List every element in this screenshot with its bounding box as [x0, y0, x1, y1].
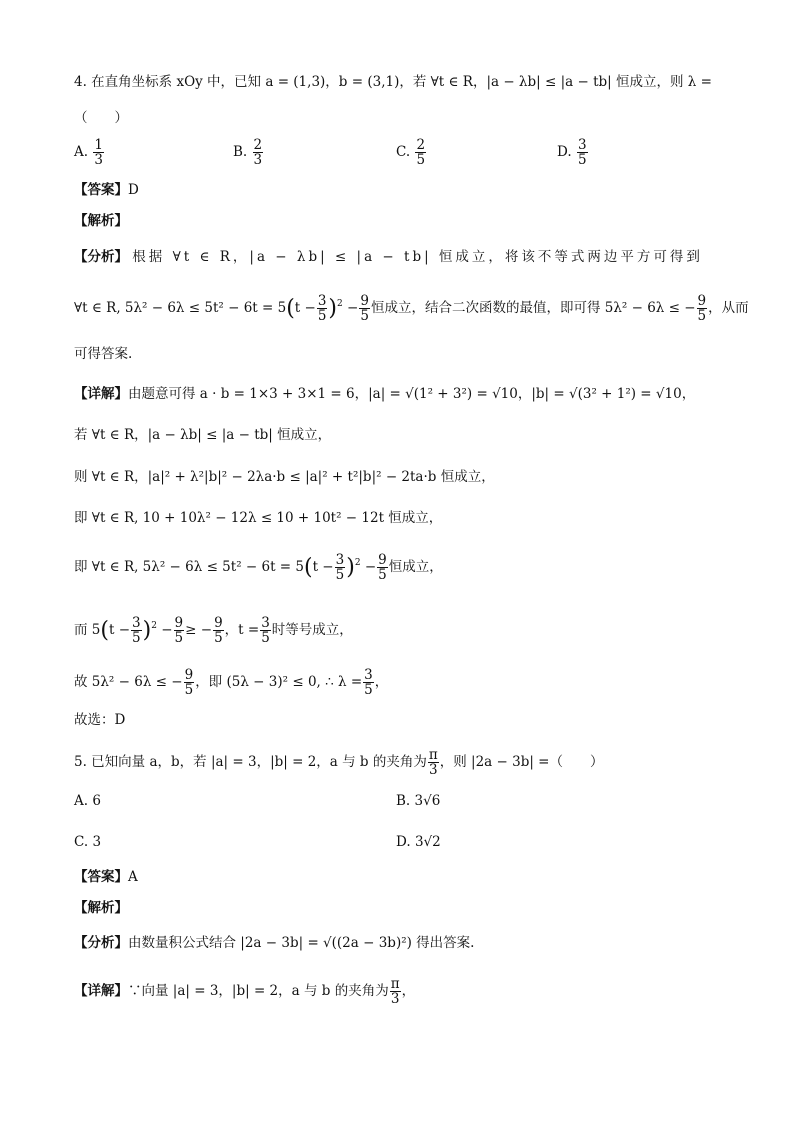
- fraction: $\frac{3}{5}$: [317, 293, 327, 325]
- option-label: C.: [396, 144, 411, 161]
- answer-tag: 【答案】: [74, 869, 128, 885]
- q5-option-d: [396, 834, 441, 850]
- stem-text: ，则 |2a − 3b| =（ ）: [439, 754, 604, 771]
- option-fraction: $\frac{2}{5}$: [416, 137, 426, 169]
- fraction: $\frac{\pi}{3}$: [428, 747, 438, 779]
- option-label: A.: [74, 793, 89, 809]
- detail-tag: 【详解】: [74, 386, 128, 402]
- q5-option-c: [74, 834, 101, 850]
- q4-option-c: [396, 138, 427, 167]
- q4-analysis-line1: [74, 251, 720, 265]
- option-fraction: $\frac{3}{5}$: [577, 137, 587, 169]
- analysis-formula: ∀t ∈ R, 5λ² − 6λ ≤ 5t² − 6t = 5: [74, 300, 287, 317]
- option-text: 3: [92, 834, 102, 850]
- q5-analysis-tag: 【解析】: [74, 900, 128, 916]
- q4-analysis-tag: 【解析】: [74, 213, 128, 229]
- q4-option-d: [557, 138, 589, 167]
- q4-detail2: 若 ∀t ∈ R，|a − λb| ≤ |a − tb| 恒成立，: [74, 427, 332, 443]
- answer-value: D: [128, 182, 139, 198]
- detail-text: ，t =: [224, 622, 260, 639]
- option-text: 3√6: [414, 793, 441, 809]
- option-label: C.: [74, 834, 89, 850]
- q4-detail4: 即 ∀t ∈ R, 10 + 10λ² − 12λ ≤ 10 + 10t² − 12t 恒成立，: [74, 510, 443, 526]
- detail-text: ∵向量 |a| = 3，|b| = 2，a 与 b 的夹角为: [128, 983, 389, 1000]
- q5-answer: [74, 871, 138, 885]
- q4-paren: （ ）: [74, 110, 128, 126]
- option-fraction: $\frac{2}{3}$: [253, 137, 263, 169]
- q4-option-a: [74, 138, 105, 167]
- analysis-text: 根据 ∀t ∈ R，|a − λb| ≤ |a − tb| 恒成立，将该不等式两边平方可得到: [132, 249, 703, 265]
- q4-detail5: 即 ∀t ∈ R, 5λ² − 6λ ≤ 5t² − 6t = 5(t − $\frac{3}{5}$ )$^2$ − $\frac{9}{5}$ 恒成立，: [74, 552, 443, 584]
- option-label: A.: [74, 144, 89, 161]
- answer-tag: 【答案】: [74, 182, 128, 198]
- q4-detail3: 则 ∀t ∈ R，|a|² + λ²|b|² − 2λa·b ≤ |a|² + t²|b|² − 2ta·b 恒成立，: [74, 469, 495, 485]
- detail-text: ，即 (5λ − 3)² ≤ 0, ∴ λ =: [195, 674, 363, 691]
- option-label: B.: [233, 144, 248, 161]
- fraction: $\frac{9}{5}$: [174, 615, 184, 647]
- q4-detail1: [74, 388, 695, 402]
- fraction: $\frac{9}{5}$: [378, 552, 387, 584]
- q4-analysis-line3: 可得答案.: [74, 346, 133, 362]
- q4-conclusion: 故选：D: [74, 712, 126, 728]
- fraction: $\frac{3}{5}$: [335, 552, 345, 584]
- q4-analysis-line2: ∀t ∈ R, 5λ² − 6λ ≤ 5t² − 6t = 5(t − $\frac{3}{5}$ )$^2$ − $\frac{9}{5}$ 恒成立，结合二次函数的最值，即可得 5λ² − 6λ ≤ − $\frac{9}{5}$ ，从而: [74, 293, 749, 325]
- q4-stem: 4. 在直角坐标系 xOy 中，已知 a = (1,3)，b = (3,1)，若 ∀t ∈ R，|a − λb| ≤ |a − tb| 恒成立，则 λ =: [74, 74, 712, 90]
- detail-formula: 即 ∀t ∈ R, 5λ² − 6λ ≤ 5t² − 6t = 5: [74, 559, 304, 576]
- q4-answer: [74, 184, 139, 198]
- detail-text: ，: [374, 674, 389, 691]
- detail-formula: 故 5λ² − 6λ ≤ −: [74, 674, 183, 691]
- detail-text: 由题意可得 a · b = 1×3 + 3×1 = 6，|a| = √(1² + 3²) = √10，|b| = √(3² + 1²) = √10，: [128, 386, 696, 402]
- option-text: 6: [92, 793, 101, 809]
- fraction: $\frac{9}{5}$: [697, 293, 707, 325]
- q5-analysis-line: [74, 937, 474, 951]
- q4-detail6: 而 5(t − $\frac{3}{5}$ )$^2$ − $\frac{9}{5}$ ≥ − $\frac{9}{5}$ ，t = $\frac{3}{5}$ 时等号成立，: [74, 615, 353, 647]
- stem-text: 5. 已知向量 a，b，若 |a| = 3，|b| = 2，a 与 b 的夹角为: [74, 754, 427, 771]
- q5-option-b: [396, 793, 440, 809]
- detail-text: ，: [401, 983, 416, 1000]
- q5-detail: [74, 977, 415, 1006]
- q5-stem: [74, 748, 604, 777]
- option-text: 3√2: [414, 834, 441, 850]
- fraction: $\frac{\pi}{3}$: [390, 976, 400, 1008]
- q5-option-a: [74, 793, 101, 809]
- analysis-tag: 【分析】: [74, 935, 128, 951]
- q4-detail7: [74, 668, 388, 697]
- analysis-text: 由数量积公式结合 |2a − 3b| = √((2a − 3b)²) 得出答案.: [128, 935, 475, 951]
- answer-value: A: [128, 869, 138, 885]
- detail-text: ≥ −: [185, 622, 213, 639]
- option-label: D.: [396, 834, 411, 850]
- fraction: $\frac{3}{5}$: [364, 667, 373, 699]
- fraction: $\frac{9}{5}$: [184, 667, 194, 699]
- analysis-text: 恒成立，结合二次函数的最值，即可得 5λ² − 6λ ≤ −: [370, 300, 696, 317]
- analysis-text: ，从而: [708, 300, 749, 317]
- fraction: $\frac{9}{5}$: [360, 293, 369, 325]
- option-label: B.: [396, 793, 411, 809]
- fraction: $\frac{3}{5}$: [132, 615, 141, 647]
- detail-formula: 而 5: [74, 622, 101, 639]
- option-label: D.: [557, 144, 572, 161]
- detail-text: 时等号成立，: [271, 622, 353, 639]
- analysis-tag: 【分析】: [74, 249, 128, 265]
- fraction: $\frac{3}{5}$: [261, 615, 270, 647]
- option-fraction: $\frac{1}{3}$: [94, 137, 103, 169]
- detail-text: 恒成立，: [388, 559, 443, 576]
- fraction: $\frac{9}{5}$: [214, 615, 223, 647]
- detail-tag: 【详解】: [74, 983, 128, 1000]
- q4-option-b: [233, 138, 264, 167]
